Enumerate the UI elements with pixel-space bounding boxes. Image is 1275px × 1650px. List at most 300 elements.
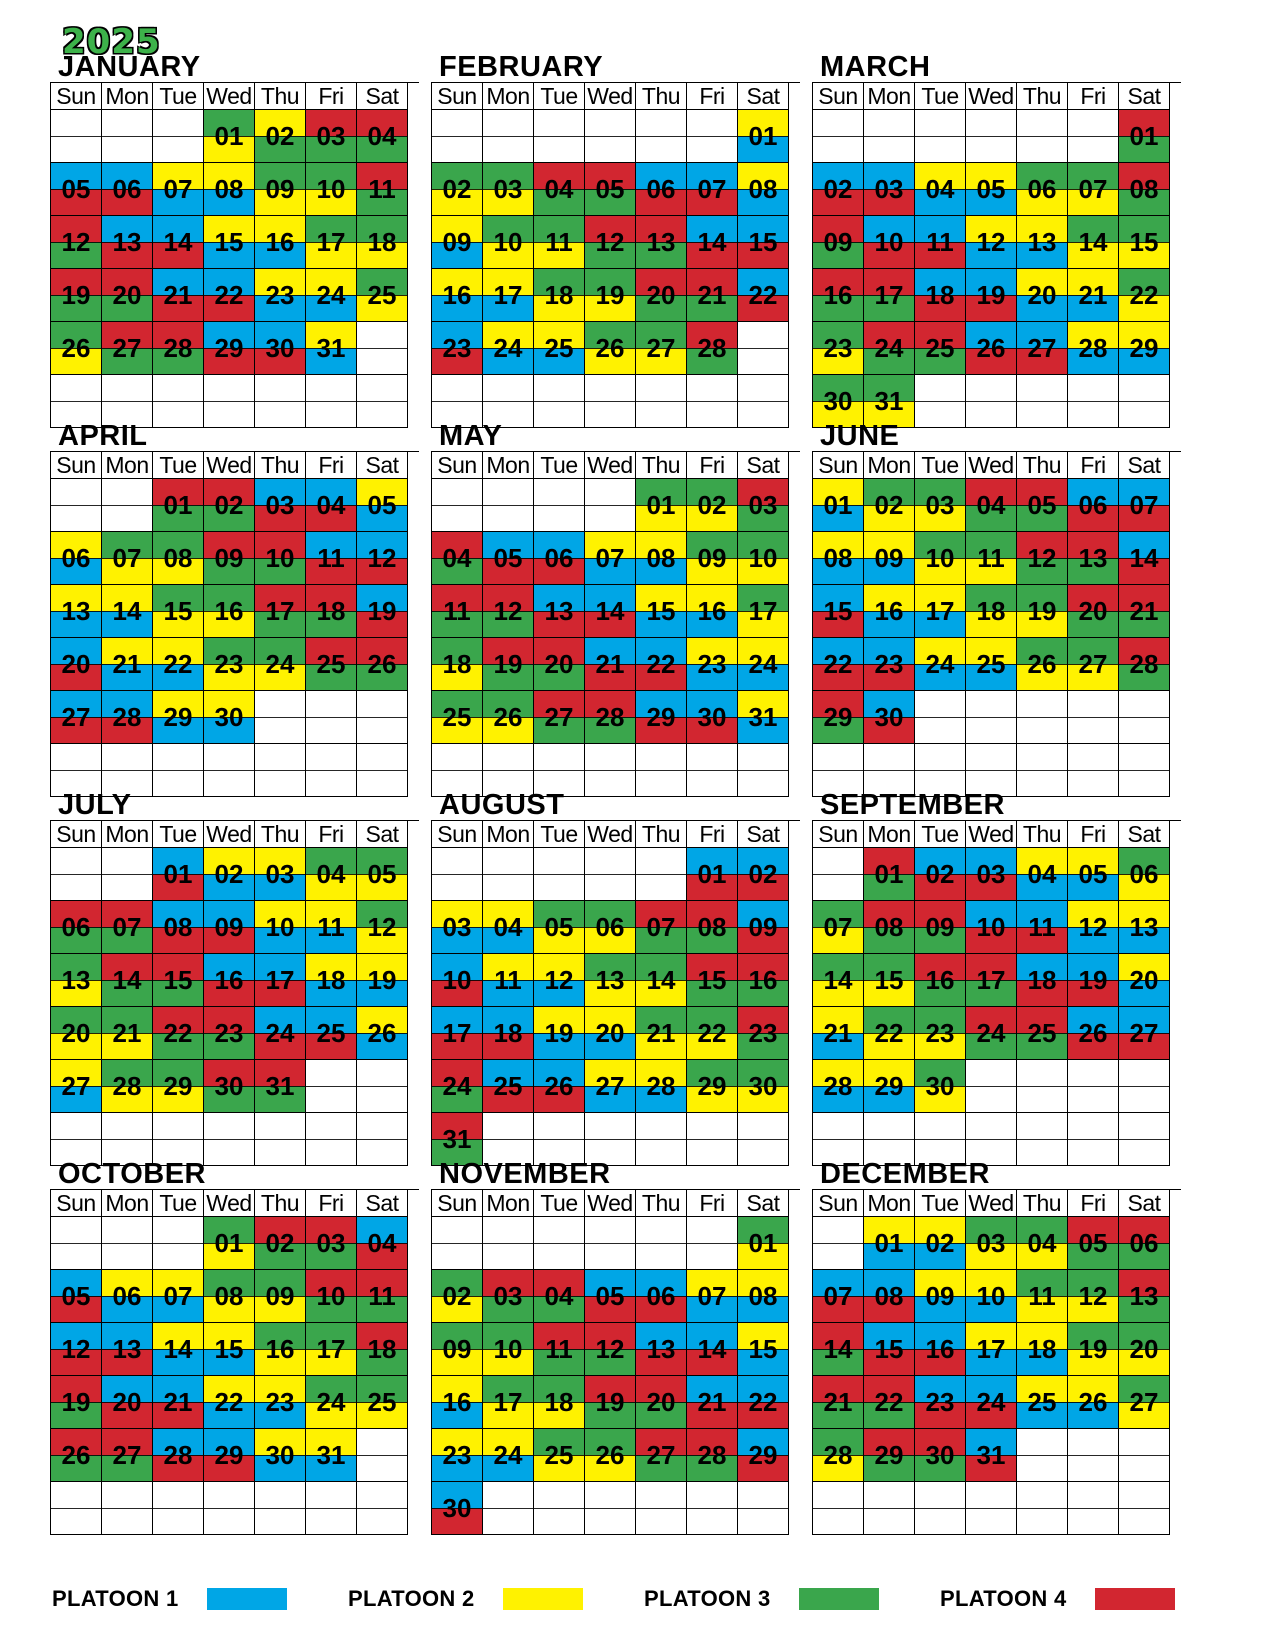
day-number: 04 <box>493 912 523 942</box>
day-cell <box>915 1270 966 1323</box>
day-number: 02 <box>823 174 853 204</box>
weekday-label: Thu <box>255 452 306 479</box>
day-cell <box>51 216 102 269</box>
day-cell <box>1068 1376 1119 1429</box>
empty-cell <box>813 1217 864 1270</box>
day-number: 14 <box>646 965 676 995</box>
day-number: 04 <box>367 1228 397 1258</box>
month-grid <box>431 1189 800 1535</box>
weekday-header <box>432 1190 800 1217</box>
day-number: 30 <box>442 1493 472 1523</box>
day-cell <box>813 322 864 375</box>
weekday-label: Fri <box>1068 452 1119 479</box>
day-number: 11 <box>977 543 1005 573</box>
empty-cell <box>585 110 636 163</box>
day-cell <box>255 1270 306 1323</box>
day-number: 25 <box>544 1440 574 1470</box>
day-number: 19 <box>367 596 397 626</box>
day-number: 24 <box>316 1387 346 1417</box>
day-cell <box>585 269 636 322</box>
day-number: 14 <box>1078 227 1108 257</box>
day-number: 13 <box>595 965 625 995</box>
month-name: NOVEMBER <box>439 1158 611 1190</box>
day-cell <box>483 638 534 691</box>
day-number: 01 <box>748 121 778 151</box>
day-number: 24 <box>316 280 346 310</box>
day-cell <box>306 848 357 901</box>
day-cell <box>483 585 534 638</box>
day-number: 17 <box>316 1334 346 1364</box>
empty-cell <box>483 848 534 901</box>
empty-cell <box>1119 1429 1170 1482</box>
day-cell <box>636 322 687 375</box>
day-number: 24 <box>265 1018 295 1048</box>
day-cell <box>153 1007 204 1060</box>
day-cell <box>585 1060 636 1113</box>
day-number: 06 <box>112 1281 142 1311</box>
day-number: 03 <box>925 490 955 520</box>
weekday-label: Sun <box>813 1190 864 1217</box>
day-number: 12 <box>1078 1281 1108 1311</box>
empty-cell <box>306 691 357 744</box>
day-cell <box>102 163 153 216</box>
day-cell <box>432 585 483 638</box>
day-cell <box>636 269 687 322</box>
day-cell <box>534 585 585 638</box>
day-number: 30 <box>697 702 727 732</box>
day-cell <box>153 691 204 744</box>
day-number: 08 <box>823 543 853 573</box>
day-cell <box>357 110 408 163</box>
week-row <box>432 1323 800 1376</box>
day-number: 09 <box>925 912 955 942</box>
day-cell <box>1119 322 1170 375</box>
day-number: 18 <box>316 596 346 626</box>
day-cell <box>255 1007 306 1060</box>
empty-cell <box>1068 110 1119 163</box>
day-number: 11 <box>368 174 396 204</box>
day-number: 29 <box>748 1440 778 1470</box>
day-cell <box>813 1007 864 1060</box>
weekday-label: Sat <box>738 1190 789 1217</box>
weekday-label: Mon <box>483 452 534 479</box>
day-number: 18 <box>316 965 346 995</box>
empty-cell <box>483 110 534 163</box>
day-number: 02 <box>265 1228 295 1258</box>
day-number: 24 <box>265 649 295 679</box>
day-number: 23 <box>214 1018 244 1048</box>
day-cell <box>432 216 483 269</box>
day-number: 22 <box>697 1018 727 1048</box>
empty-cell <box>687 1482 738 1535</box>
day-cell <box>357 1217 408 1270</box>
day-number: 04 <box>316 490 346 520</box>
day-cell <box>687 163 738 216</box>
weekday-label: Fri <box>306 821 357 848</box>
day-number: 13 <box>646 1334 676 1364</box>
empty-cell <box>51 110 102 163</box>
weekday-label: Fri <box>306 1190 357 1217</box>
empty-cell <box>966 110 1017 163</box>
day-cell <box>585 532 636 585</box>
day-cell <box>915 269 966 322</box>
day-number: 09 <box>925 1281 955 1311</box>
day-cell <box>864 163 915 216</box>
day-cell <box>51 1060 102 1113</box>
day-cell <box>306 163 357 216</box>
day-cell <box>534 691 585 744</box>
day-cell <box>687 269 738 322</box>
day-number: 08 <box>874 912 904 942</box>
day-number: 06 <box>1078 490 1108 520</box>
day-number: 08 <box>748 174 778 204</box>
day-number: 01 <box>163 859 193 889</box>
day-number: 15 <box>163 596 193 626</box>
day-cell <box>255 532 306 585</box>
day-number: 03 <box>265 490 295 520</box>
day-cell <box>1017 532 1068 585</box>
day-number: 01 <box>874 1228 904 1258</box>
weekday-label: Thu <box>1017 452 1068 479</box>
month-december <box>812 1159 1182 1519</box>
day-cell <box>1017 479 1068 532</box>
day-number: 12 <box>1027 543 1057 573</box>
empty-cell <box>432 110 483 163</box>
day-cell <box>636 1323 687 1376</box>
week-row <box>813 1482 1181 1535</box>
day-cell <box>306 954 357 1007</box>
day-number: 28 <box>595 702 625 732</box>
week-row <box>51 901 419 954</box>
legend-swatch <box>1095 1588 1175 1610</box>
month-name: JUNE <box>820 420 900 452</box>
day-cell <box>102 901 153 954</box>
day-number: 04 <box>976 490 1006 520</box>
day-cell <box>255 1060 306 1113</box>
day-number: 04 <box>442 543 472 573</box>
day-cell <box>432 901 483 954</box>
day-cell <box>813 901 864 954</box>
week-row <box>432 532 800 585</box>
week-row <box>51 1060 419 1113</box>
month-name: FEBRUARY <box>439 51 604 83</box>
day-number: 03 <box>976 1228 1006 1258</box>
empty-cell <box>534 110 585 163</box>
day-number: 06 <box>1027 174 1057 204</box>
day-number: 22 <box>874 1018 904 1048</box>
day-cell <box>585 954 636 1007</box>
day-cell <box>255 901 306 954</box>
day-number: 22 <box>748 1387 778 1417</box>
day-number: 28 <box>163 1440 193 1470</box>
day-cell <box>306 901 357 954</box>
empty-cell <box>864 110 915 163</box>
empty-cell <box>636 110 687 163</box>
month-grid <box>812 451 1181 797</box>
day-number: 31 <box>442 1124 472 1154</box>
weekday-label: Sun <box>51 821 102 848</box>
day-cell <box>864 322 915 375</box>
day-cell <box>813 1060 864 1113</box>
day-number: 16 <box>697 596 727 626</box>
weekday-label: Mon <box>864 452 915 479</box>
day-number: 09 <box>823 227 853 257</box>
day-cell <box>483 1270 534 1323</box>
empty-cell <box>357 691 408 744</box>
week-row <box>813 1217 1181 1270</box>
day-cell <box>51 1323 102 1376</box>
day-cell <box>255 479 306 532</box>
day-cell <box>738 691 789 744</box>
day-number: 02 <box>874 490 904 520</box>
day-number: 24 <box>976 1387 1006 1417</box>
day-number: 18 <box>367 227 397 257</box>
day-cell <box>255 269 306 322</box>
day-number: 19 <box>976 280 1006 310</box>
day-number: 01 <box>697 859 727 889</box>
empty-cell <box>1119 691 1170 744</box>
day-number: 05 <box>367 859 397 889</box>
day-number: 24 <box>493 333 523 363</box>
day-number: 02 <box>214 490 244 520</box>
day-cell <box>915 479 966 532</box>
day-number: 16 <box>265 227 295 257</box>
day-number: 16 <box>925 965 955 995</box>
day-cell <box>966 848 1017 901</box>
day-number: 15 <box>748 227 778 257</box>
day-cell <box>864 1007 915 1060</box>
day-number: 18 <box>493 1018 523 1048</box>
weekday-label: Wed <box>585 1190 636 1217</box>
day-number: 04 <box>925 174 955 204</box>
empty-cell <box>687 1217 738 1270</box>
week-row <box>813 110 1181 163</box>
week-row <box>51 322 419 375</box>
empty-cell <box>636 848 687 901</box>
day-number: 25 <box>925 333 955 363</box>
day-cell <box>432 1323 483 1376</box>
day-cell <box>1119 954 1170 1007</box>
day-cell <box>51 585 102 638</box>
day-number: 15 <box>874 1334 904 1364</box>
month-grid <box>431 82 800 428</box>
day-number: 14 <box>595 596 625 626</box>
day-cell <box>204 532 255 585</box>
empty-cell <box>738 322 789 375</box>
day-cell <box>306 1323 357 1376</box>
day-number: 20 <box>544 649 574 679</box>
day-cell <box>483 163 534 216</box>
weekday-label: Tue <box>153 452 204 479</box>
day-cell <box>534 532 585 585</box>
empty-cell <box>1017 691 1068 744</box>
empty-cell <box>1068 1429 1119 1482</box>
day-number: 27 <box>595 1071 625 1101</box>
day-number: 25 <box>493 1071 523 1101</box>
day-cell <box>687 691 738 744</box>
week-row <box>813 1429 1181 1482</box>
legend-item-platoon-3 <box>644 1585 879 1613</box>
weekday-label: Sun <box>432 1190 483 1217</box>
empty-cell <box>585 1217 636 1270</box>
day-cell <box>966 1429 1017 1482</box>
weekday-label: Mon <box>102 1190 153 1217</box>
day-cell <box>1017 901 1068 954</box>
day-cell <box>357 1007 408 1060</box>
day-number: 30 <box>874 702 904 732</box>
day-cell <box>687 479 738 532</box>
day-number: 19 <box>595 280 625 310</box>
week-row <box>813 1376 1181 1429</box>
day-number: 30 <box>214 702 244 732</box>
day-number: 05 <box>1078 1228 1108 1258</box>
weekday-label: Mon <box>102 452 153 479</box>
day-cell <box>966 638 1017 691</box>
day-number: 23 <box>442 1440 472 1470</box>
day-cell <box>204 322 255 375</box>
day-cell <box>255 216 306 269</box>
day-number: 20 <box>1129 1334 1159 1364</box>
day-cell <box>966 322 1017 375</box>
day-cell <box>153 954 204 1007</box>
weekday-header <box>432 452 800 479</box>
day-number: 05 <box>595 174 625 204</box>
day-number: 21 <box>1129 596 1159 626</box>
day-cell <box>864 954 915 1007</box>
day-cell <box>204 1270 255 1323</box>
day-cell <box>432 1482 483 1535</box>
day-number: 07 <box>163 1281 193 1311</box>
day-cell <box>255 110 306 163</box>
day-number: 10 <box>265 912 295 942</box>
day-cell <box>432 691 483 744</box>
day-number: 02 <box>265 121 295 151</box>
day-number: 23 <box>697 649 727 679</box>
day-number: 27 <box>61 702 91 732</box>
day-number: 23 <box>214 649 244 679</box>
day-number: 26 <box>595 333 625 363</box>
month-grid <box>812 820 1181 1166</box>
day-number: 11 <box>545 227 573 257</box>
empty-cell <box>51 848 102 901</box>
day-cell <box>204 954 255 1007</box>
day-number: 09 <box>442 1334 472 1364</box>
day-number: 05 <box>61 174 91 204</box>
day-number: 20 <box>112 1387 142 1417</box>
empty-cell <box>357 1060 408 1113</box>
day-number: 06 <box>544 543 574 573</box>
day-number: 25 <box>316 1018 346 1048</box>
weekday-header <box>51 821 419 848</box>
empty-cell <box>51 479 102 532</box>
weekday-header <box>51 1190 419 1217</box>
day-cell <box>306 479 357 532</box>
month-name: OCTOBER <box>58 1158 206 1190</box>
day-cell <box>534 1376 585 1429</box>
day-cell <box>102 1429 153 1482</box>
day-number: 31 <box>316 1440 346 1470</box>
legend-item-platoon-2 <box>348 1585 583 1613</box>
day-number: 01 <box>823 490 853 520</box>
week-row <box>813 269 1181 322</box>
day-number: 07 <box>112 543 142 573</box>
weekday-label: Sat <box>357 452 408 479</box>
day-number: 29 <box>214 333 244 363</box>
day-cell <box>51 954 102 1007</box>
day-number: 26 <box>367 1018 397 1048</box>
day-cell <box>966 532 1017 585</box>
day-number: 10 <box>976 912 1006 942</box>
weekday-label: Mon <box>483 821 534 848</box>
day-cell <box>636 691 687 744</box>
weekday-label: Wed <box>966 1190 1017 1217</box>
day-cell <box>1017 638 1068 691</box>
day-number: 15 <box>163 965 193 995</box>
week-row <box>813 1270 1181 1323</box>
day-cell <box>915 163 966 216</box>
weekday-label: Tue <box>153 821 204 848</box>
empty-cell <box>432 848 483 901</box>
day-number: 08 <box>646 543 676 573</box>
day-cell <box>306 638 357 691</box>
day-number: 06 <box>1129 859 1159 889</box>
day-number: 14 <box>112 965 142 995</box>
day-cell <box>204 638 255 691</box>
day-number: 16 <box>214 596 244 626</box>
day-cell <box>966 954 1017 1007</box>
day-number: 10 <box>316 1281 346 1311</box>
day-number: 21 <box>112 1018 142 1048</box>
weekday-label: Mon <box>483 83 534 110</box>
week-row <box>432 1429 800 1482</box>
day-cell <box>357 1376 408 1429</box>
day-number: 29 <box>1129 333 1159 363</box>
week-row <box>432 1482 800 1535</box>
week-row <box>51 1270 419 1323</box>
day-number: 17 <box>316 227 346 257</box>
day-cell <box>534 269 585 322</box>
day-cell <box>255 848 306 901</box>
empty-cell <box>585 1482 636 1535</box>
day-number: 16 <box>748 965 778 995</box>
day-cell <box>966 1217 1017 1270</box>
day-number: 19 <box>1027 596 1057 626</box>
day-cell <box>534 163 585 216</box>
day-number: 14 <box>697 227 727 257</box>
week-row <box>813 901 1181 954</box>
day-cell <box>102 585 153 638</box>
weekday-header <box>51 452 419 479</box>
day-number: 06 <box>646 1281 676 1311</box>
empty-cell <box>534 1482 585 1535</box>
day-number: 27 <box>646 333 676 363</box>
day-number: 29 <box>214 1440 244 1470</box>
day-number: 11 <box>317 912 345 942</box>
day-number: 23 <box>265 280 295 310</box>
day-cell <box>585 216 636 269</box>
day-cell <box>153 1270 204 1323</box>
day-number: 08 <box>1129 174 1159 204</box>
day-number: 13 <box>1027 227 1057 257</box>
empty-cell <box>102 848 153 901</box>
day-number: 11 <box>317 543 345 573</box>
day-cell <box>687 954 738 1007</box>
day-number: 11 <box>494 965 522 995</box>
empty-cell <box>738 1482 789 1535</box>
day-number: 09 <box>697 543 727 573</box>
day-cell <box>636 901 687 954</box>
weekday-label: Wed <box>585 452 636 479</box>
